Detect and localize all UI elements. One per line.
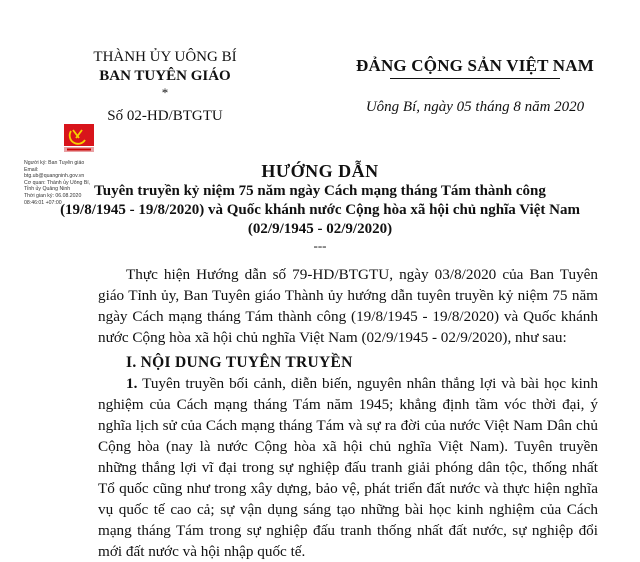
document-title-block (0, 160, 640, 252)
party-header-block (330, 56, 620, 116)
title-line-1: Tuyên truyền kỷ niệm 75 năm ngày Cách mạng tháng Tám thành công (94, 183, 546, 199)
signature-line: Người ký: Ban Tuyên giáo (24, 160, 85, 166)
place-and-date: Uông Bí, ngày 05 tháng 8 năm 2020 (365, 99, 585, 115)
parent-organization: THÀNH ỦY UÔNG BÍ (93, 49, 237, 65)
issuing-agency-block (60, 48, 270, 126)
signature-line: Cơ quan: Thành ủy Uông Bí, (24, 179, 91, 186)
signature-line: Tỉnh ủy Quảng Ninh (24, 186, 71, 193)
title-line-2: (19/8/1945 - 19/8/2020) và Quốc khánh nước Cộng hòa xã hội chủ nghĩa Việt Nam (60, 202, 580, 218)
document-number: Số 02-HD/BTGTU (107, 108, 223, 124)
signature-line: 08:46:01 +07:00 (24, 199, 62, 206)
signature-line: Thời gian ký: 06.08.2020 (24, 192, 82, 199)
title-separator: --- (313, 238, 327, 253)
party-underline (390, 78, 560, 79)
document-type-title: HƯỚNG DẪN (261, 161, 379, 181)
party-name: ĐẢNG CỘNG SẢN VIỆT NAM (355, 56, 595, 75)
section-heading: I. NỘI DUNG TUYÊN TRUYỀN (126, 354, 353, 371)
signature-line: btg.ub@quangninh.gov.vn (24, 173, 85, 180)
star-mark: * (161, 85, 169, 100)
issuing-organization: BAN TUYÊN GIÁO (99, 68, 231, 84)
item-paragraph (98, 373, 598, 562)
party-emblem-icon (60, 122, 98, 154)
item-text: Tuyên truyền bối cảnh, diễn biến, nguyên nhân thắng lợi và bài học kinh nghiệm của Cách mạng tháng Tám năm 1945; khẳng định tầm vóc thời đại, ý nghĩa lịch sử của Cách mạng tháng Tám và sự ra đời của nước Việt Nam Dân chủ Cộng hòa (nay là nước Cộng hòa xã hội chủ nghĩa Việt Nam). Tuyên truyền những thắng lợi vĩ đại trong sự nghiệp đấu tranh giải phóng dân tộc, thống nhất Tổ quốc cũng như trong xây dựng, bảo vệ, phát triển đất nước và thực hiện nghĩa vụ quốc tế cao cả; sự vận dụng sáng tạo những bài học kinh nghiệm của Cách mạng tháng Tám trong sự nghiệp đấu tranh thống nhất đất nước, sự nghiệp đổi mới đất nước và hội nhập quốc tế. (98, 375, 598, 560)
title-line-3: (02/9/1945 - 02/9/2020) (247, 221, 393, 237)
signature-line: Email: (24, 166, 39, 173)
item-number: 1. (126, 375, 138, 392)
intro-paragraph: Thực hiện Hướng dẫn số 79-HD/BTGTU, ngày 03/8/2020 của Ban Tuyên giáo Tỉnh ủy, Ban Tuyên giáo Thành ủy hướng dẫn tuyên truyền kỷ niệm 75 năm ngày Cách mạng tháng Tám thành công (19/8/1945 - 19/8/2020) và Quốc khánh nước Cộng hòa xã hội chủ nghĩa Việt Nam (02/9/1945 - 02/9/2020), như sau: (98, 266, 598, 346)
document-body (98, 264, 598, 562)
